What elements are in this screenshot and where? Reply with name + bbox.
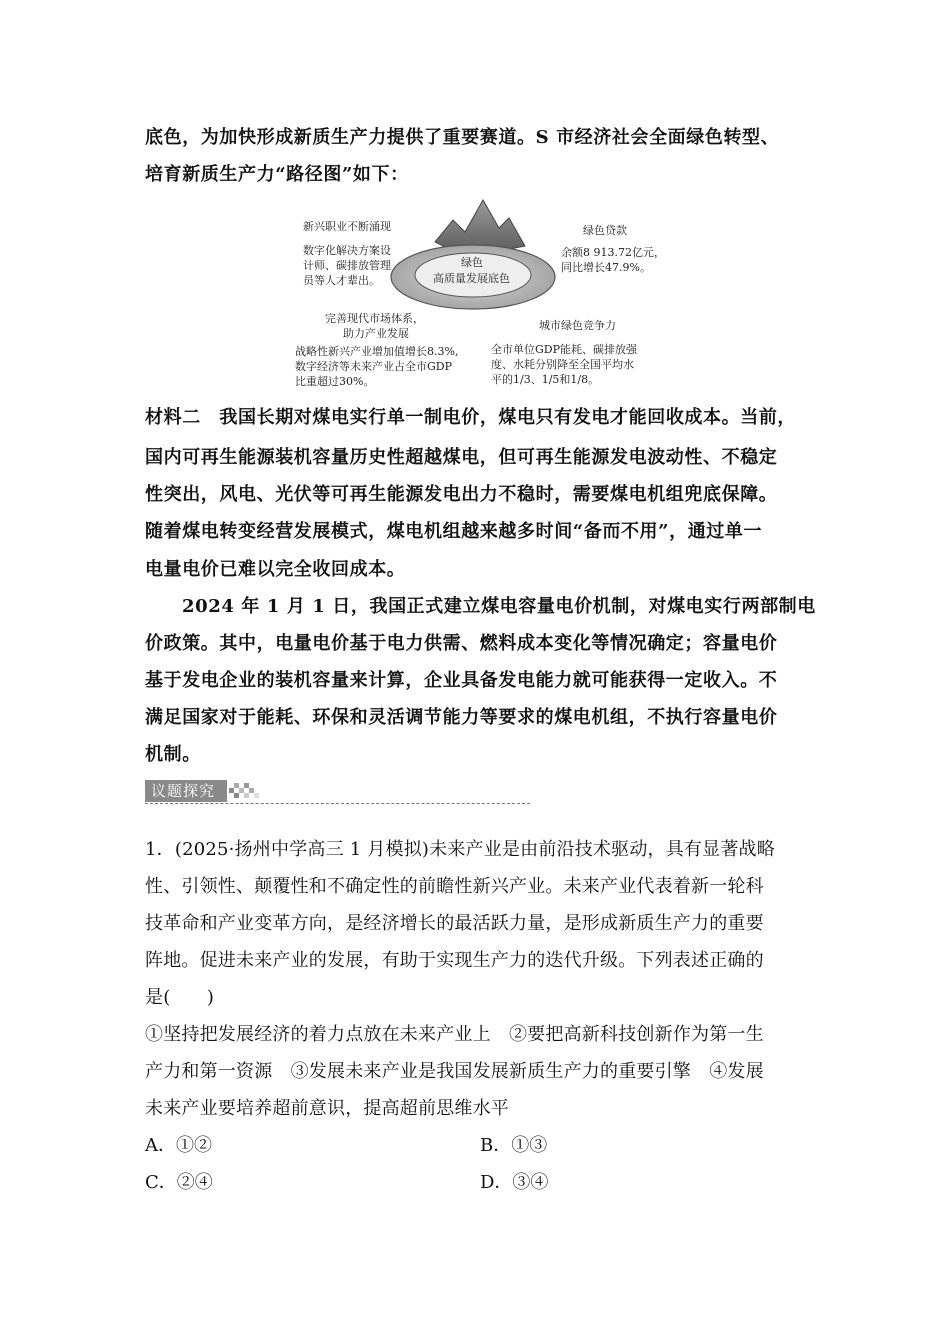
option-d[interactable]: D．③④ (480, 1172, 549, 1193)
figure-top-right-title: 绿色贷款 (583, 224, 627, 237)
section-tag-label: 议题探究 (151, 782, 216, 800)
section-divider (145, 803, 530, 804)
figure-top-left-line-2: 计师、碳排放管理 (303, 259, 391, 272)
question-statements-line-2: 产力和第一资源 ③发展未来产业是我国发展新质生产力的重要引擎 ④发展 (145, 1061, 764, 1082)
figure-center-subtitle: 高质量发展底色 (433, 272, 510, 285)
figure-bottom-left-line-1: 战略性新兴产业增加值增长8.3%, (295, 345, 459, 358)
intro-line-2: 培育新质生产力“路径图”如下： (145, 164, 409, 185)
question-statements-line-1: ①坚持把发展经济的着力点放在未来产业上 ②要把高新科技创新作为第一生 (145, 1024, 764, 1045)
figure-bottom-right-line-2: 度、水耗分别降至全国平均水 (491, 358, 634, 371)
question-line-2: 性、引领性、颠覆性和不确定性的前瞻性新兴产业。未来产业代表着新一轮科 (145, 876, 764, 897)
figure-bottom-left-line-3: 比重超过30%。 (295, 375, 375, 388)
option-b[interactable]: B．①③ (480, 1135, 548, 1156)
material2-line-4: 随着煤电转变经营发展模式，煤电机组越来越多时间“备而不用”，通过单一 (145, 521, 763, 542)
pixel-pattern-icon (229, 780, 265, 802)
figure-bottom-left-title-2: 助力产业发展 (343, 327, 409, 340)
material2-line-1-text: 我国长期对煤电实行单一制电价，煤电只有发电才能回收成本。当前， (219, 407, 797, 428)
figure-top-left-title: 新兴职业不断涌现 (303, 220, 391, 233)
material2-line-2: 国内可再生能源装机容量历史性超越煤电，但可再生能源发电波动性、不稳定 (145, 447, 778, 468)
material2-line-5: 电量电价已难以完全收回成本。 (145, 559, 406, 580)
figure-center-title: 绿色 (461, 256, 483, 269)
question-statements-line-3: 未来产业要培养超前意识，提高超前思维水平 (145, 1098, 509, 1119)
question-line-5: 是( ) (145, 987, 215, 1008)
figure-bottom-right-line-1: 全市单位GDP能耗、碳排放强 (491, 343, 638, 356)
material2-para2-line-3: 基于发电企业的装机容量来计算，企业具备发电能力就可能获得一定收入。不 (145, 670, 778, 691)
material2-para2-line-4: 满足国家对于能耗、环保和灵活调节能力等要求的煤电机组，不执行容量电价 (145, 707, 778, 728)
material2-para2-line-1: 2024 年 1 月 1 日，我国正式建立煤电容量电价机制，对煤电实行两部制电 (182, 596, 816, 617)
figure-top-right-line-2: 同比增长47.9%。 (561, 261, 651, 274)
material2-para2-line-5: 机制。 (145, 744, 201, 765)
option-a[interactable]: A．①② (145, 1135, 212, 1156)
section-tag (145, 780, 265, 802)
figure-bottom-left-title-1: 完善现代市场体系， (325, 312, 424, 325)
question-line-3: 技革命和产业变革方向，是经济增长的最活跃力量，是形成新质生产力的重要 (145, 913, 764, 934)
material2-line-1 (145, 406, 815, 430)
figure-bottom-right-line-3: 平的1/3、1/5和1/8。 (491, 373, 600, 386)
intro-line-1: 底色，为加快形成新质生产力提供了重要赛道。S 市经济社会全面绿色转型、 (145, 127, 780, 148)
material2-label: 材料二 (145, 407, 201, 428)
path-map-figure (285, 192, 665, 397)
figure-bottom-right-title: 城市绿色竞争力 (539, 319, 616, 332)
material2-para2-line-2: 价政策。其中，电量电价基于电力供需、燃料成本变化等情况确定；容量电价 (145, 633, 778, 654)
figure-top-left-line-1: 数字化解决方案设 (303, 244, 391, 257)
question-line-4: 阵地。促进未来产业的发展，有助于实现生产力的迭代升级。下列表述正确的 (145, 950, 764, 971)
figure-bottom-left-line-2: 数字经济等未来产业占全市GDP (295, 360, 453, 373)
mountain-shape (435, 200, 525, 252)
figure-top-right-line-1: 余额8 913.72亿元， (561, 246, 665, 259)
figure-top-left-line-3: 员等人才辈出。 (303, 274, 380, 287)
material2-line-3: 性突出，风电、光伏等可再生能源发电出力不稳时，需要煤电机组兜底保障。 (145, 484, 778, 505)
option-c[interactable]: C．②④ (145, 1172, 213, 1193)
question-line-1: 1．(2025·扬州中学高三 1 月模拟)未来产业是由前沿技术驱动，具有显著战略 (145, 839, 775, 860)
